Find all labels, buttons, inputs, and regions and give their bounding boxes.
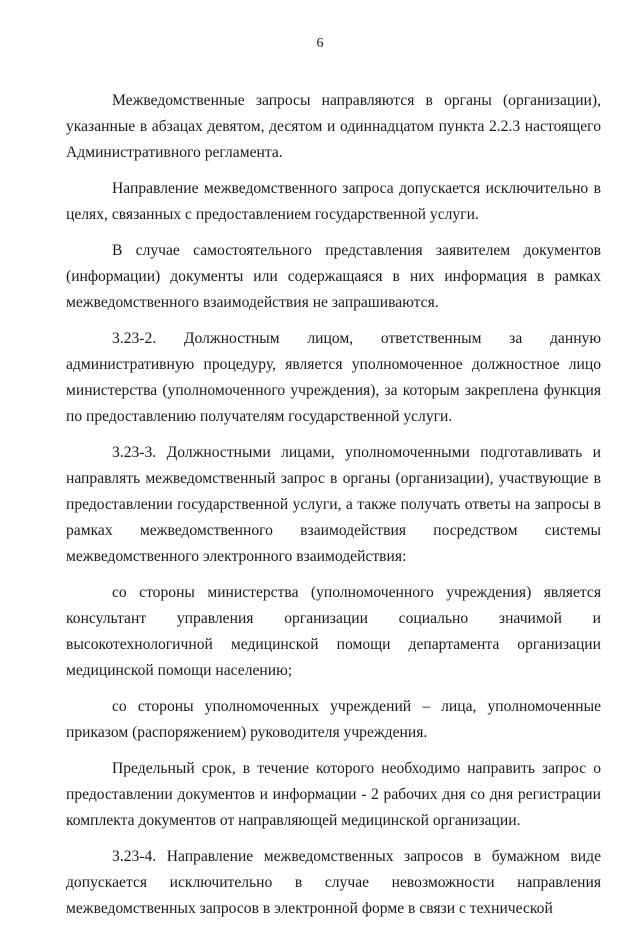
paragraph-ministry-side: со стороны министерства (уполномоченного учреждения) является консультант управления организации социально значимой и высокотехнологичной медицинской помощи департамента организации медицинской помощи населению;	[66, 584, 601, 679]
paragraph-3-23-3: 3.23-3. Должностными лицами, уполномоченными подготавливать и направлять межведомственный запрос в органы (организации), участвующие в предоставлении государственной услуги, а также получать ответы на запросы в рамках межведомственного взаимодействия посредством системы межведомственного электронного взаимодействия:	[66, 444, 601, 565]
paragraph-institution-side: со стороны уполномоченных учреждений – лица, уполномоченные приказом (распоряжением) руководителя учреждения.	[66, 698, 601, 741]
paragraph-deadline: Предельный срок, в течение которого необходимо направить запрос о предоставлении документов и информации - 2 рабочих дня со дня регистрации комплекта документов от направляющей медицинской организации.	[66, 760, 601, 829]
document-body	[66, 88, 601, 932]
paragraph-request-purpose: Направление межведомственного запроса допускается исключительно в целях, связанных с предоставлением государственной услуги.	[66, 180, 601, 223]
page-number: 6	[316, 36, 324, 51]
paragraph-self-submission: В случае самостоятельного представления заявителем документов (информации) документы или содержащаяся в них информация в рамках межведомственного взаимодействия не запрашиваются.	[66, 242, 601, 311]
paragraph-3-23-4: 3.23-4. Направление межведомственных запросов в бумажном виде допускается исключительно в случае невозможности направления межведомственных запросов в электронной форме в связи с технической	[66, 848, 601, 917]
paragraph-interagency-requests: Межведомственные запросы направляются в органы (организации), указанные в абзацах девятом, десятом и одиннадцатом пункта 2.2.3 настоящего Административного регламента.	[66, 92, 601, 161]
paragraph-3-23-2: 3.23-2. Должностным лицом, ответственным за данную административную процедуру, является уполномоченное должностное лицо министерства (уполномоченного учреждения), за которым закреплена функция по предоставлению получателям государственной услуги.	[66, 330, 601, 425]
